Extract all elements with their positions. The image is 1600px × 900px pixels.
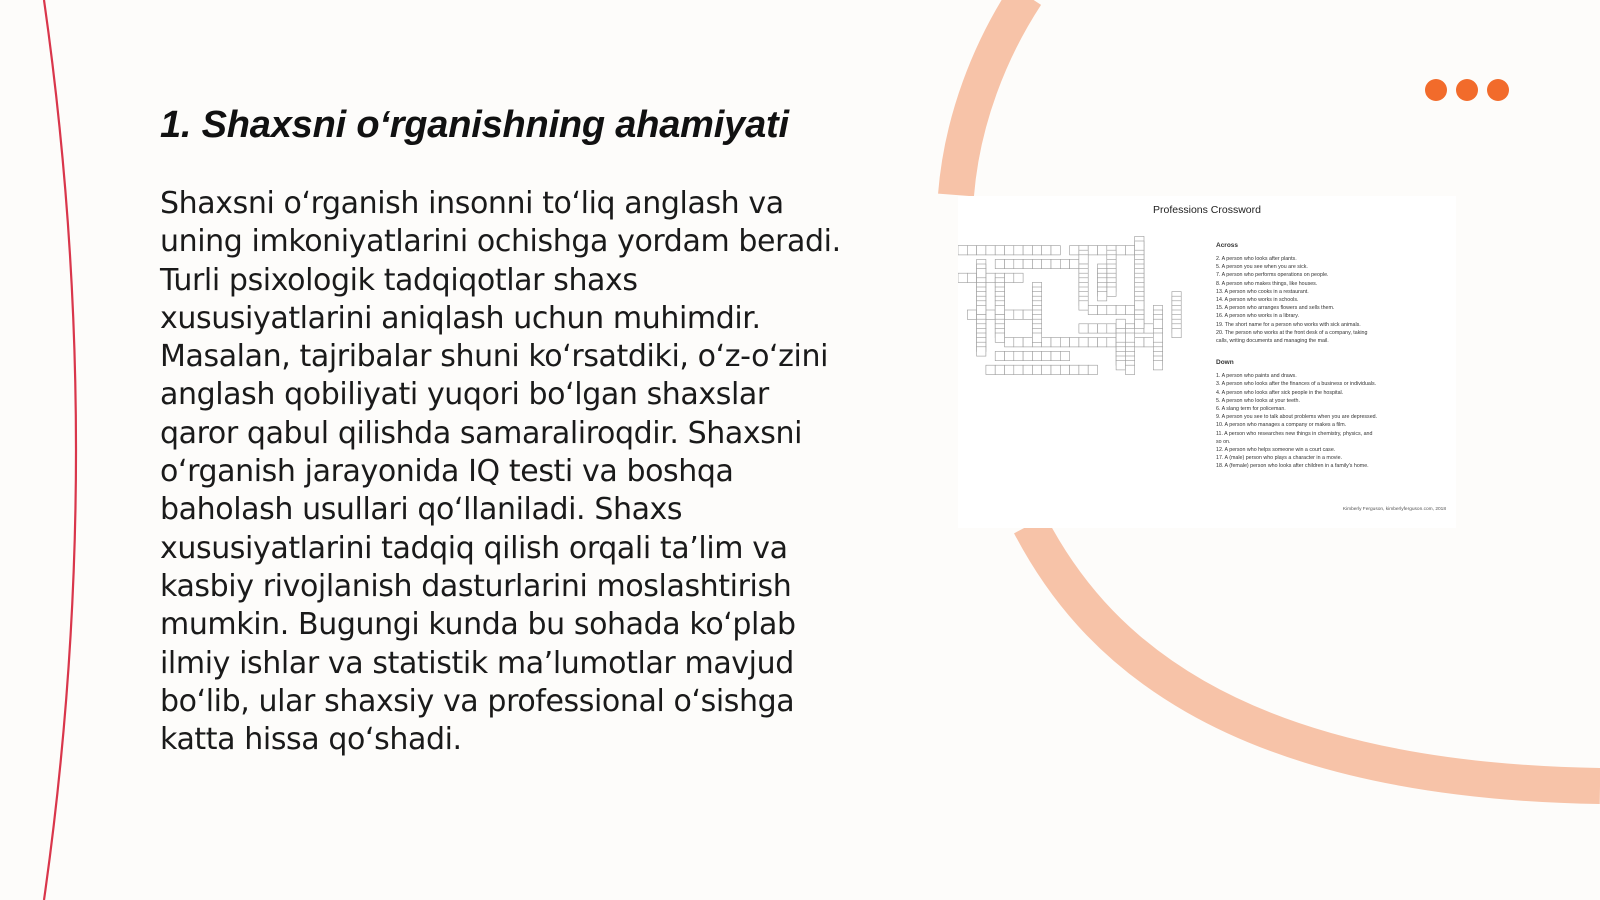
crossword-cell (967, 246, 976, 255)
crossword-cell (1070, 246, 1079, 255)
crossword-cell (977, 347, 986, 356)
crossword-grid (958, 196, 1208, 496)
across-clue: 20. The person who works at the front desk of a company, taking (1216, 329, 1368, 336)
crossword-credit: Kimberly Ferguson, kimberlyferguson.com, 2018 (1342, 507, 1446, 512)
crossword-cell (1051, 351, 1060, 360)
crossword-cell (1060, 259, 1069, 268)
crossword-cell (1032, 259, 1041, 268)
crossword-cell (1032, 333, 1041, 342)
crossword-cell (1088, 365, 1097, 374)
crossword-cell (1051, 338, 1060, 347)
crossword-cell (1014, 351, 1023, 360)
crossword-clues (1216, 242, 1448, 471)
crossword-image (958, 196, 1456, 528)
crossword-cell (1116, 246, 1125, 255)
crossword-cell (995, 351, 1004, 360)
crossword-cell (1125, 365, 1134, 374)
crossword-cell (1070, 338, 1079, 347)
crossword-cell (1098, 292, 1107, 301)
crossword-cell (986, 246, 995, 255)
crossword-cell (1135, 319, 1144, 328)
crossword-cell (1135, 301, 1144, 310)
crossword-cell (1079, 255, 1088, 264)
crossword-cell (1144, 338, 1153, 347)
crossword-cell (1172, 328, 1181, 337)
crossword-cell (1098, 338, 1107, 347)
crossword-cell (1005, 246, 1014, 255)
crossword-cell (1005, 365, 1014, 374)
crossword-cell (1042, 365, 1051, 374)
crossword-cell (1098, 305, 1107, 314)
arc-top (956, 0, 1026, 195)
across-clue-list (1216, 255, 1448, 345)
three-dots-icon (1425, 79, 1509, 101)
crossword-cell (1098, 246, 1107, 255)
crossword-cell (1125, 305, 1134, 314)
across-clue: calls, writing documents and managing the mail. (1216, 338, 1329, 345)
crossword-cell (1088, 305, 1097, 314)
dot-3 (1487, 79, 1509, 101)
crossword-cell (1032, 246, 1041, 255)
crossword-cell (1042, 246, 1051, 255)
crossword-cell (1023, 246, 1032, 255)
left-curve-line (44, 0, 76, 900)
across-clue: 16. A person who works in a library. (1216, 313, 1299, 320)
crossword-cell (1051, 246, 1060, 255)
crossword-cell (967, 273, 976, 282)
down-clue: 3. A person who looks after the finances of a business or individuals. (1216, 381, 1377, 388)
crossword-cell (1125, 333, 1134, 342)
crossword-cell (1051, 365, 1060, 374)
crossword-cell (977, 269, 986, 278)
dot-2 (1456, 79, 1478, 101)
down-clue: 11. A person who researches new things in chemistry, physics, and (1216, 430, 1373, 437)
crossword-cell (958, 273, 967, 282)
slide-body-text: Shaxsni o‘rganish insonni to‘liq anglash va uning imkoniyatlarini ochishga yordam beradi. Turli psixologik tadqiqotlar shaxs xususiyatlarini aniqlash uchun muhimdir. Masalan, tajribalar shuni ko‘rsatdiki, o‘z-o‘zini anglash qobiliyati yuqori bo‘lgan shaxslar qaror qabul qilishda samaraliroqdir. Shaxsni o‘rganish jarayonida IQ testi va boshqa baholash usullari qo‘llaniladi. Shaxs xususiyatlarini tadqiq qilish orqali ta’lim va kasbiy rivojlanish dasturlarini moslashtirish mumkin. Bugungi kunda bu sohada ko‘plab ilmiy ishlar va statistik ma’lumotlar mavjud bo‘lib, ular shaxsiy va professional o‘sishga katta hissa qo‘shadi. (160, 186, 841, 758)
crossword-cell (1042, 351, 1051, 360)
crossword-cell (1116, 319, 1125, 328)
crossword-cell (1032, 351, 1041, 360)
crossword-cell (1060, 351, 1069, 360)
crossword-cell (1153, 319, 1162, 328)
crossword-cell (1107, 287, 1116, 296)
across-heading: Across (1216, 242, 1239, 249)
down-clue: 6. A slang term for policeman. (1216, 406, 1286, 413)
across-clue: 8. A person who makes things, like houses. (1216, 280, 1318, 287)
crossword-cell (1023, 351, 1032, 360)
crossword-cell (1014, 338, 1023, 347)
crossword-cell (967, 310, 976, 319)
crossword-cell (1005, 310, 1014, 319)
crossword-cell (986, 273, 995, 282)
crossword-cell (1042, 259, 1051, 268)
across-clue: 2. A person who looks after plants. (1216, 256, 1297, 262)
across-clue: 14. A person who works in schools. (1216, 297, 1299, 304)
crossword-cell (1023, 259, 1032, 268)
crossword-cell (1014, 310, 1023, 319)
across-clue: 5. A person you see when you are sick. (1216, 264, 1308, 271)
crossword-cell (1079, 324, 1088, 333)
crossword-cell (1023, 338, 1032, 347)
across-clue: 19. The short name for a person who works with sick animals. (1216, 321, 1361, 328)
crossword-cell (986, 310, 995, 319)
crossword-cell (995, 305, 1004, 314)
down-clue: 18. A (female) person who looks after children in a family's home. (1216, 463, 1369, 470)
down-clue: so on. (1216, 438, 1231, 445)
crossword-cell (1070, 259, 1079, 268)
crossword-cell (1153, 333, 1162, 342)
across-clue: 13. A person who cooks in a restaurant. (1216, 288, 1309, 295)
crossword-cell (1107, 338, 1116, 347)
crossword-cell (1116, 305, 1125, 314)
down-clue: 17. A (male) person who plays a character in a movie. (1216, 455, 1343, 462)
crossword-cell (1032, 365, 1041, 374)
crossword-cell (977, 305, 986, 314)
crossword-cell (1079, 365, 1088, 374)
crossword-cell (1051, 259, 1060, 268)
crossword-cell (1005, 273, 1014, 282)
crossword-cell (1079, 338, 1088, 347)
crossword-cell (958, 246, 967, 255)
crossword-cell (1005, 351, 1014, 360)
crossword-cell (1088, 324, 1097, 333)
down-clue: 5. A person who looks at your teeth. (1216, 397, 1300, 404)
crossword-cell (1014, 246, 1023, 255)
crossword-cell (1023, 310, 1032, 319)
crossword-cell (1107, 324, 1116, 333)
crossword-cell (977, 246, 986, 255)
crossword-cell (995, 365, 1004, 374)
crossword-cell (1042, 338, 1051, 347)
down-clue: 4. A person who looks after sick people in the hospital. (1216, 389, 1344, 396)
crossword-cell (1023, 365, 1032, 374)
across-clue: 15. A person who arranges flowers and sells them. (1216, 305, 1335, 312)
crossword-cell (1070, 365, 1079, 374)
arc-bottom (1030, 525, 1600, 786)
across-clue: 7. A person who performs operations on people. (1216, 272, 1329, 279)
crossword-cell (1005, 259, 1014, 268)
crossword-cell (1144, 324, 1153, 333)
crossword-cell (1014, 365, 1023, 374)
crossword-cell (1088, 338, 1097, 347)
crossword-cell (1107, 305, 1116, 314)
down-clue-list (1216, 372, 1448, 470)
crossword-cell (995, 246, 1004, 255)
crossword-cell (1088, 246, 1097, 255)
crossword-cell (986, 365, 995, 374)
down-clue: 12. A person who helps someone win a court case. (1216, 447, 1336, 454)
down-clue: 9. A person you see to talk about problems when you are depressed. (1216, 414, 1378, 421)
crossword-cell (1135, 241, 1144, 250)
crossword-cell (1153, 361, 1162, 370)
crossword-cell (1125, 246, 1134, 255)
crossword-cell (1135, 338, 1144, 347)
crossword-cell (1060, 365, 1069, 374)
crossword-cell (995, 333, 1004, 342)
crossword-cell (1098, 324, 1107, 333)
crossword-cell (1060, 338, 1069, 347)
crossword-cell (1079, 301, 1088, 310)
crossword-cell (1116, 333, 1125, 342)
down-heading: Down (1216, 359, 1234, 367)
crossword-title: Professions Crossword (1153, 204, 1261, 216)
dot-1 (1425, 79, 1447, 101)
crossword-cell (995, 259, 1004, 268)
slide-title: 1. Shaxsni o‘rganishning ahamiyati (160, 104, 789, 146)
down-clue: 10. A person who manages a company or makes a film. (1216, 422, 1347, 429)
down-clue: 1. A person who paints and draws. (1216, 373, 1297, 380)
crossword-cell (1005, 338, 1014, 347)
crossword-cell (1116, 361, 1125, 370)
crossword-cell (1014, 273, 1023, 282)
crossword-cell (1014, 259, 1023, 268)
